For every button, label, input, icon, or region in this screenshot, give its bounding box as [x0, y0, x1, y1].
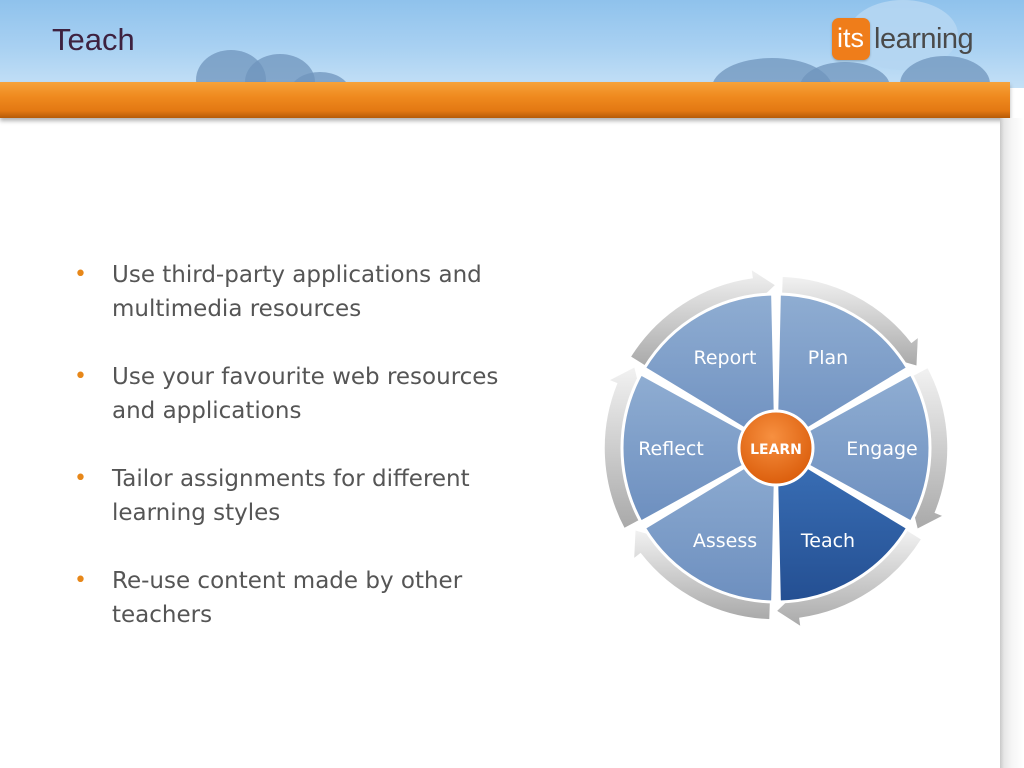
learning-cycle-diagram	[600, 262, 952, 632]
orange-title-bar	[0, 82, 1010, 118]
itslearning-logo	[832, 16, 973, 62]
bullet-dot-icon: •	[74, 262, 87, 287]
bullet-item	[70, 462, 510, 530]
segment-label-assess: Assess	[692, 530, 758, 552]
bullet-item	[70, 564, 510, 632]
header-banner	[0, 0, 1024, 88]
bullet-text: Use your favourite web resources and applications	[112, 364, 499, 424]
bullet-text: Tailor assignments for different learning styles	[112, 466, 470, 526]
bullet-dot-icon: •	[74, 568, 87, 593]
learn-center-label: LEARN	[750, 442, 802, 458]
slide-title: Teach	[52, 22, 135, 57]
bullet-dot-icon: •	[74, 466, 87, 491]
bullet-text: Re-use content made by other teachers	[112, 568, 463, 628]
segment-label-report: Report	[693, 347, 757, 369]
logo-learning: learning	[874, 22, 974, 55]
segment-label-plan: Plan	[807, 347, 849, 369]
bullet-item	[70, 360, 510, 428]
bullet-text: Use third-party applications and multimedia resources	[112, 262, 482, 322]
segment-label-teach: Teach	[800, 530, 856, 552]
bullet-item	[70, 258, 510, 326]
segment-label-engage: Engage	[846, 438, 918, 460]
page-edge-shadow	[1000, 118, 1024, 768]
segment-label-reflect: Reflect	[638, 438, 704, 460]
logo-its: its	[832, 18, 870, 60]
bullet-dot-icon: •	[74, 364, 87, 389]
bullet-list	[70, 258, 510, 666]
